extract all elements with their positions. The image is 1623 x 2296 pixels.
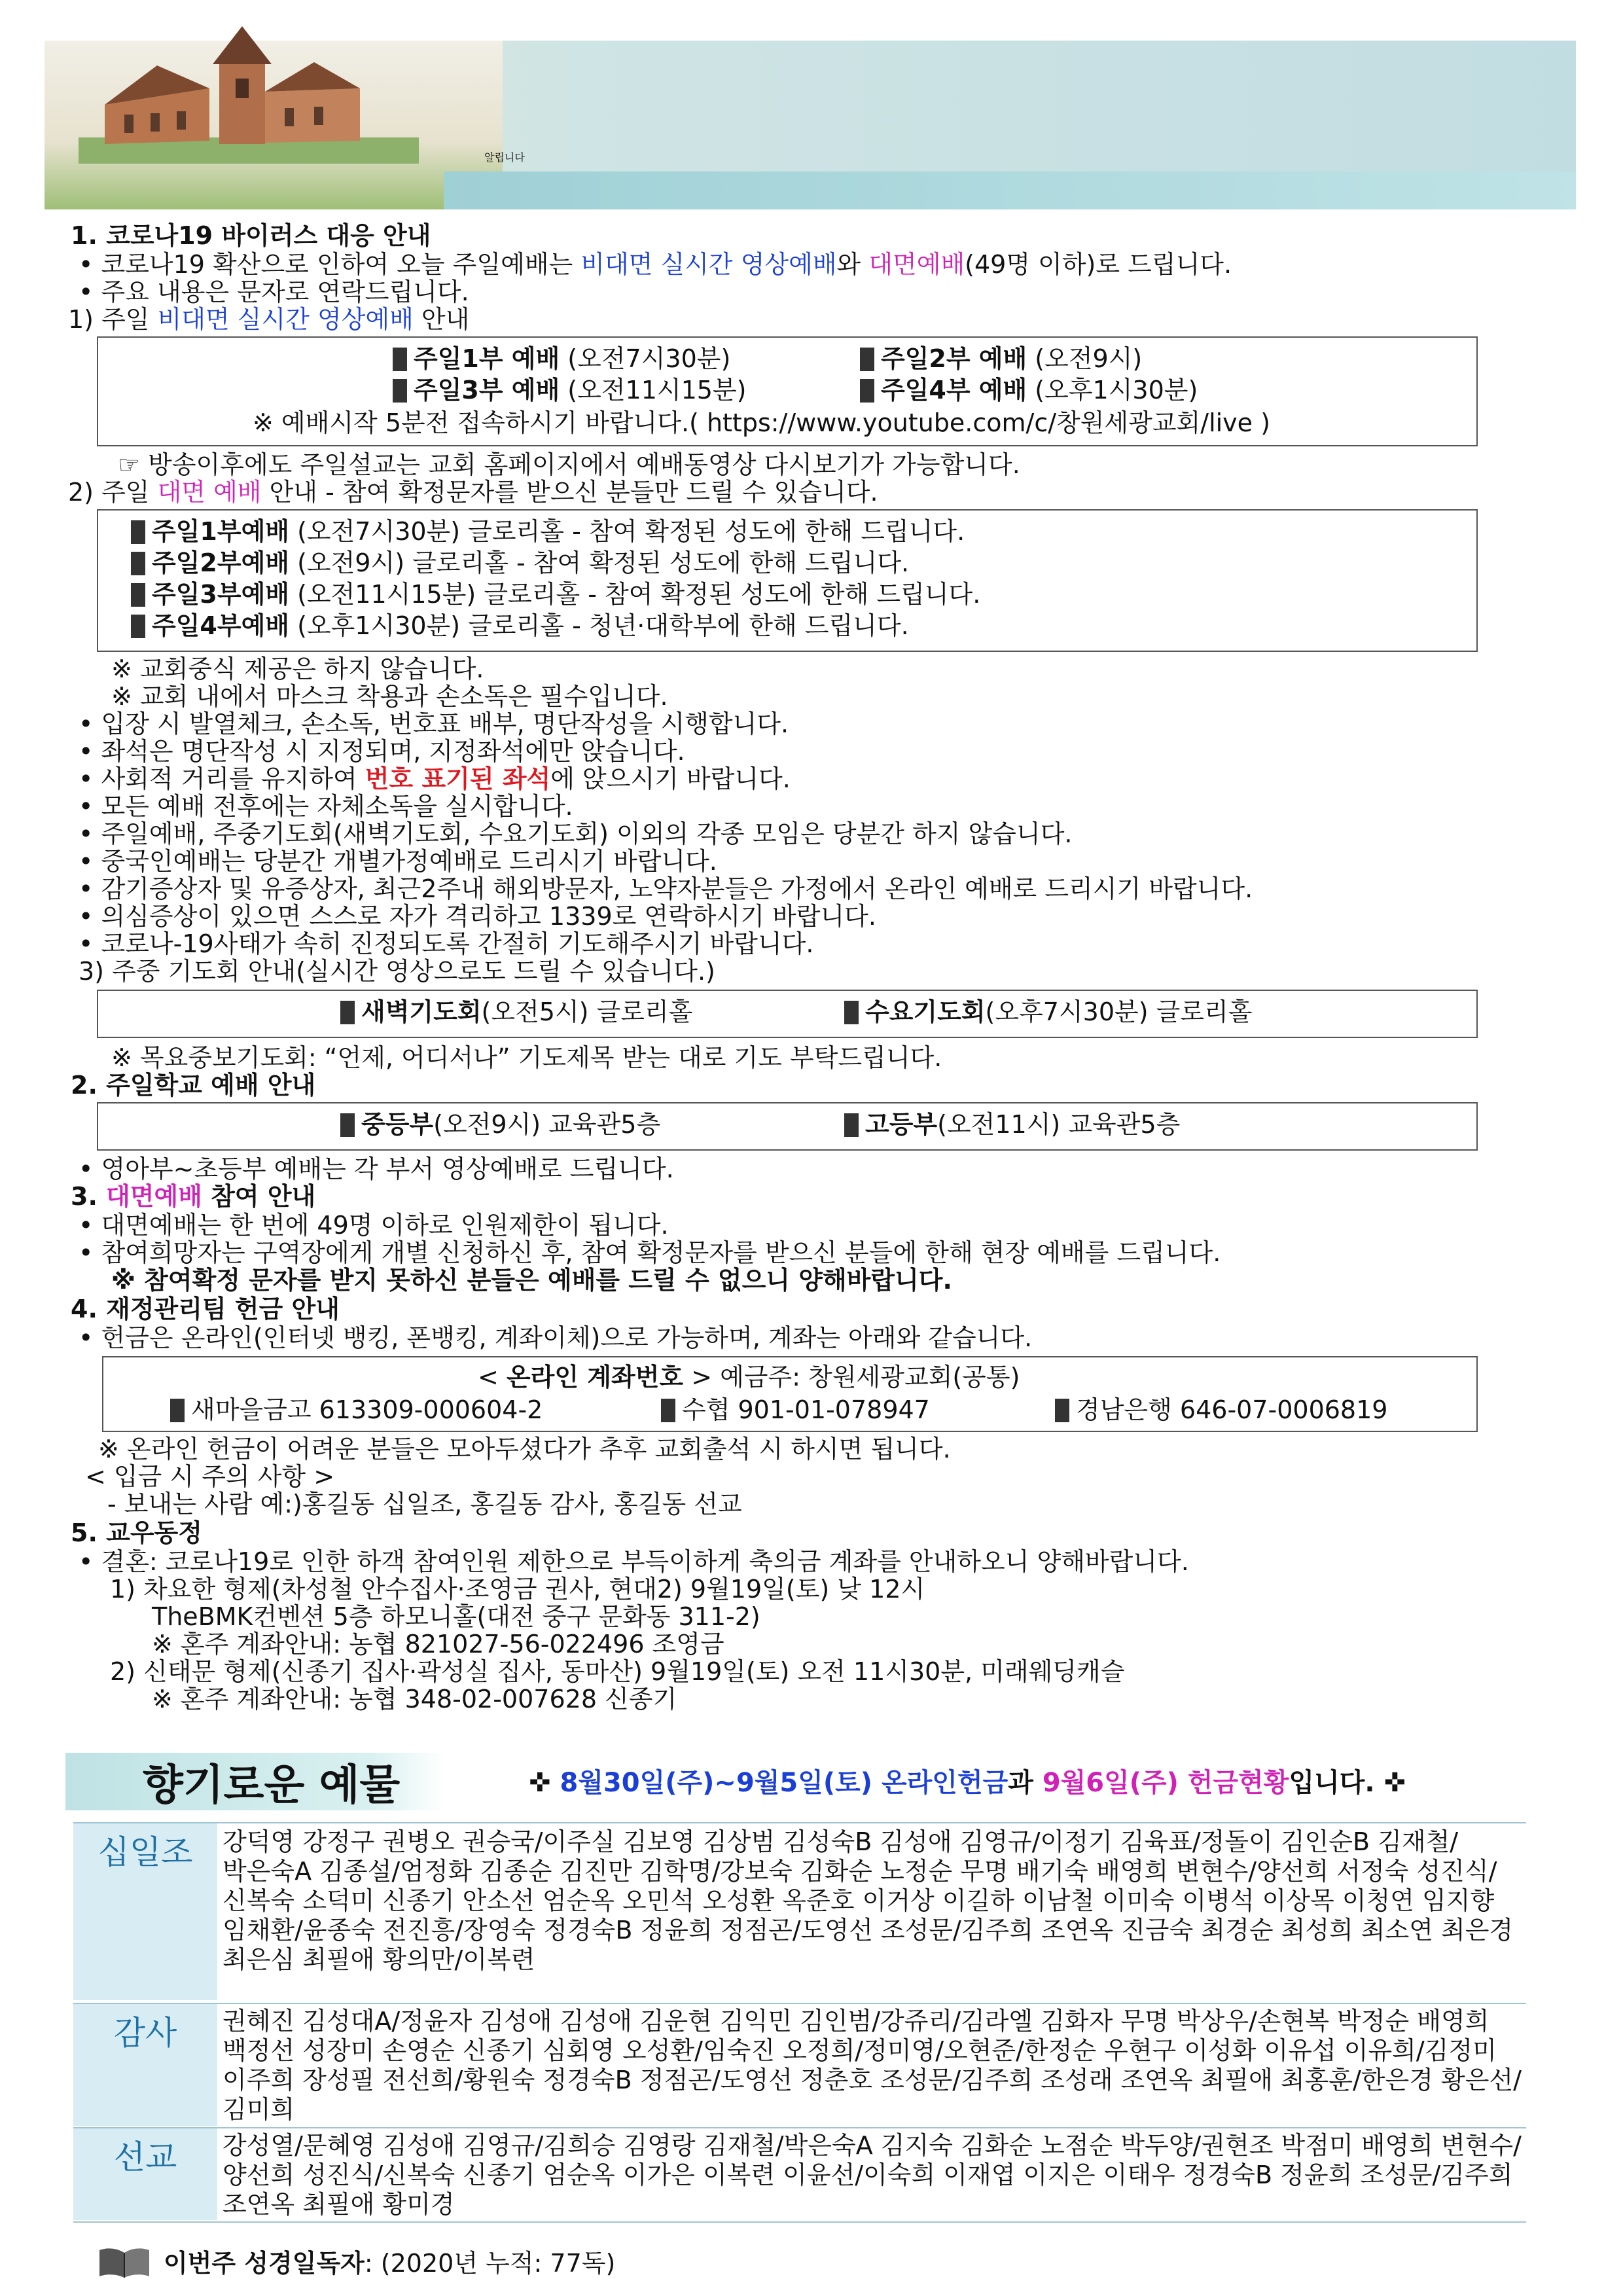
section1-bullet1: • 코로나19 확산으로 인하여 오늘 주일예배는 비대면 실시간 영상예배와 대면예배(49명 이하)로 드립니다. [79,250,1232,279]
wedding1-line1: 1) 차요한 형제(차성철 안수집사·조영금 권사, 현대2) 9월19일(토) 낮 12시 [110,1575,925,1604]
offering-subtitle: ✜ 8월30일(주)~9월5일(토) 온라인헌금과 9월6일(주) 헌금현황입니다. ✜ [529,1768,1406,1798]
bible-reading-line: 이번주 성경일독자: (2020년 누적: 77독) [164,2249,616,2278]
wedding1-line2: TheBMK컨벤션 5층 하모니홀(대전 중구 문화동 311-2) [152,1602,760,1631]
banner-title-strip [444,171,1576,209]
section5-bullet: • 결혼: 코로나19로 인한 하객 참여인원 제한으로 부득이하게 축의금 계좌를 안내하오니 양해바랍니다. [79,1547,1189,1576]
online-worship-1: 주일1부 예배 (오전7시30분) [393,344,730,373]
tithe-label: 십일조 [98,1833,193,1871]
middle-school-dept: 중등부(오전9시) 교육관5층 [340,1110,660,1139]
inperson-worship-4: 주일4부예배 (오후1시30분) 글로리홀 - 청년·대학부에 한해 드립니다. [131,611,909,640]
section3-heading: 3. 대면예배 참여 안내 [71,1182,316,1211]
online-worship-note: ※ 예배시작 5분전 접속하시기 바랍니다.( https://www.youtube.com/c/창원세광교회/live ) [253,408,1270,437]
section1-p2: 2) 주일 대면 예배 안내 - 참여 확정문자를 받으신 분들만 드릴 수 있습니다. [68,478,878,507]
section1-bullet2: • 주요 내용은 문자로 연락드립니다. [79,278,469,306]
open-book-icon [98,2246,151,2279]
bullet-suspect: • 의심증상이 있으면 스스로 자가 격리하고 1339로 연락하시기 바랍니다. [79,902,876,931]
bullet-symptoms: • 감기증상자 및 유증상자, 최근2주내 해외방문자, 노약자분들은 가정에서 온라인 예배로 드리시기 바랍니다. [79,874,1253,903]
account-saemaeul: 새마을금고 613309-000604-2 [170,1395,543,1424]
online-worship-3: 주일3부 예배 (오전11시15분) [393,376,747,404]
offering-divider-bottom [73,2221,1526,2223]
mission-label: 선교 [113,2138,177,2176]
wedding2-account: ※ 혼주 계좌안내: 농협 348-02-007628 신종기 [152,1685,677,1713]
offering-divider-2 [73,2003,1526,2004]
bullet-chinese: • 중국인예배는 당분간 개별가정예배로 드리시기 바랍니다. [79,847,717,876]
prayer-dawn: 새벽기도회(오전5시) 글로리홀 [340,997,692,1026]
prayer-wednesday: 수요기도회(오후7시30분) 글로리홀 [844,997,1252,1026]
section3-bullet1: • 대면예배는 한 번에 49명 이하로 인원제한이 됩니다. [79,1211,669,1240]
bullet-prayer: • 코로나-19사태가 속히 진정되도록 간절히 기도해주시기 바랍니다. [79,929,814,958]
inperson-worship-3: 주일3부예배 (오전11시15분) 글로리홀 - 참여 확정된 성도에 한해 드립니다. [131,580,980,609]
wedding2-line1: 2) 신태문 형제(신종기 집사·곽성실 집사, 동마산) 9월19일(토) 오전 11시30분, 미래웨딩캐슬 [110,1657,1125,1686]
replay-note: ☞ 방송이후에도 주일설교는 교회 홈페이지에서 예배동영상 다시보기가 가능합니다. [118,450,1020,479]
bullet-distance: • 사회적 거리를 유지하여 번호 표기된 좌석에 앉으시기 바랍니다. [79,764,791,793]
thanks-label: 감사 [113,2014,177,2052]
bullet-meetings: • 주일예배, 주중기도회(새벽기도회, 수요기도회) 이외의 각종 모임은 당분간 하지 않습니다. [79,819,1073,848]
wedding1-account: ※ 혼주 계좌안내: 농협 821027-56-022496 조영금 [152,1630,724,1659]
mission-names: 강성열/문혜영 김성애 김영규/김희승 김영랑 김재철/박은숙A 김지숙 김화순 노점순 박두양/권현조 박점미 배영희 변현수/양선희 성진식/신복숙 신종기 엄순옥 이가은 이복련 이윤선/이숙희 이재엽 이지은 이태우 정경숙B 정윤희 조성문/김주희 조연옥 최필애 황미경 [223,2131,1522,2219]
section3-note: ※ 참여확정 문자를 받지 못하신 분들은 예배를 드릴 수 없으니 양해바랍니다. [111,1266,952,1295]
offering-divider-3 [73,2127,1526,2128]
high-school-dept: 고등부(오전11시) 교육관5층 [844,1110,1180,1139]
inperson-worship-1: 주일1부예배 (오전7시30분) 글로리홀 - 참여 확정된 성도에 한해 드립니다. [131,517,965,546]
inperson-worship-2: 주일2부예배 (오전9시) 글로리홀 - 참여 확정된 성도에 한해 드립니다. [131,548,909,577]
online-worship-4: 주일4부 예배 (오후1시30분) [860,376,1198,404]
account-suhyup: 수협 901-01-078947 [661,1395,930,1424]
offline-offering-note: ※ 온라인 헌금이 어려운 분들은 모아두셨다가 추후 교회출석 시 하시면 됩니다. [98,1435,951,1463]
section5-heading: 5. 교우동정 [71,1518,202,1547]
church-illustration-icon [79,26,419,164]
thursday-prayer-note: ※ 목요중보기도회: “언제, 어디서나” 기도제목 받는 대로 기도 부탁드립니다. [111,1043,942,1072]
offering-title: 향기로운 예물 [143,1761,401,1810]
prayer-meeting-box [97,990,1478,1038]
section2-heading: 2. 주일학교 예배 안내 [71,1071,316,1100]
offering-divider-top [73,1822,1526,1823]
section2-bullet: • 영아부~초등부 예배는 각 부서 영상예배로 드립니다. [79,1155,674,1183]
bullet-disinfect: • 모든 예배 전후에는 자체소독을 실시합니다. [79,792,573,821]
section4-heading: 4. 재정관리팀 헌금 안내 [71,1295,340,1323]
deposit-caution-title: < 입금 시 주의 사항 > [85,1462,335,1491]
section1-p1: 1) 주일 비대면 실시간 영상예배 안내 [68,305,470,334]
note-mask: ※ 교회 내에서 마스크 착용과 손소독은 필수입니다. [111,682,668,711]
bullet-seat-assign: • 좌석은 명단작성 시 지정되며, 지정좌석에만 앉습니다. [79,737,685,766]
thanks-names: 권혜진 김성대A/정윤자 김성애 김성애 김운현 김익민 김인범/강쥬리/김라엘 김화자 무명 박상우/손현복 박정순 배영희 백정선 성장미 손영순 신종기 심회영 오성환/임숙진 오정희/정미영/오현준/한정순 우현구 이성화 이유섭 이유희/김정미 이주희 장성필 전선희/황원숙 정경숙B 정점곤/도영선 정춘호 조성문/김주희 조성래 조연옥 최필애 최홍훈/한은경 황은선/김미희 [223,2007,1522,2124]
tithe-names: 강덕영 강정구 권병오 권승국/이주실 김보영 김상범 김성숙B 김성애 김영규/이정기 김육표/정돌이 김인순B 김재철/박은숙A 김종설/엄정화 김종순 김진만 김학명/강보숙 김화순 노정순 무명 배기숙 배영희 변현수/양선희 서정숙 성진식/신복숙 소덕미 신종기 안소선 엄순옥 오민석 오성환 옥준호 이거상 이길하 이남철 이미숙 이병석 이상목 이청연 임지향 임채환/윤종숙 전진흥/장영숙 정경숙B 정윤희 정점곤/도영선 조성문/김주희 조연옥 진금숙 최경순 최성희 최소연 최은경 최은심 최필애 황의만/이복련 [223,1827,1514,1974]
bullet-entry: • 입장 시 발열체크, 손소독, 번호표 배부, 명단작성을 시행합니다. [79,709,789,738]
section4-bullet: • 헌금은 온라인(인터넷 뱅킹, 폰뱅킹, 계좌이체)으로 가능하며, 계좌는 아래와 같습니다. [79,1323,1033,1352]
deposit-caution-example: - 보내는 사람 예:)홍길동 십일조, 홍길동 감사, 홍길동 선교 [107,1490,742,1518]
section1-heading: 1. 코로나19 바이러스 대응 안내 [71,221,431,250]
section3-bullet2: • 참여희망자는 구역장에게 개별 신청하신 후, 참여 확정문자를 받으신 분들에 한해 현장 예배를 드립니다. [79,1238,1221,1267]
online-worship-2: 주일2부 예배 (오전9시) [860,344,1142,373]
account-box-title: < 온라인 계좌번호 > 예금주: 창원세광교회(공통) [478,1363,1020,1391]
sunday-school-box [97,1102,1478,1151]
account-kyongnam: 경남은행 646-07-0006819 [1055,1395,1387,1424]
note-meal: ※ 교회중식 제공은 하지 않습니다. [111,655,484,683]
section1-p3: 3) 주중 기도회 안내(실시간 영상으로도 드릴 수 있습니다.) [79,957,715,986]
banner-title: 알립니다 [484,151,525,164]
